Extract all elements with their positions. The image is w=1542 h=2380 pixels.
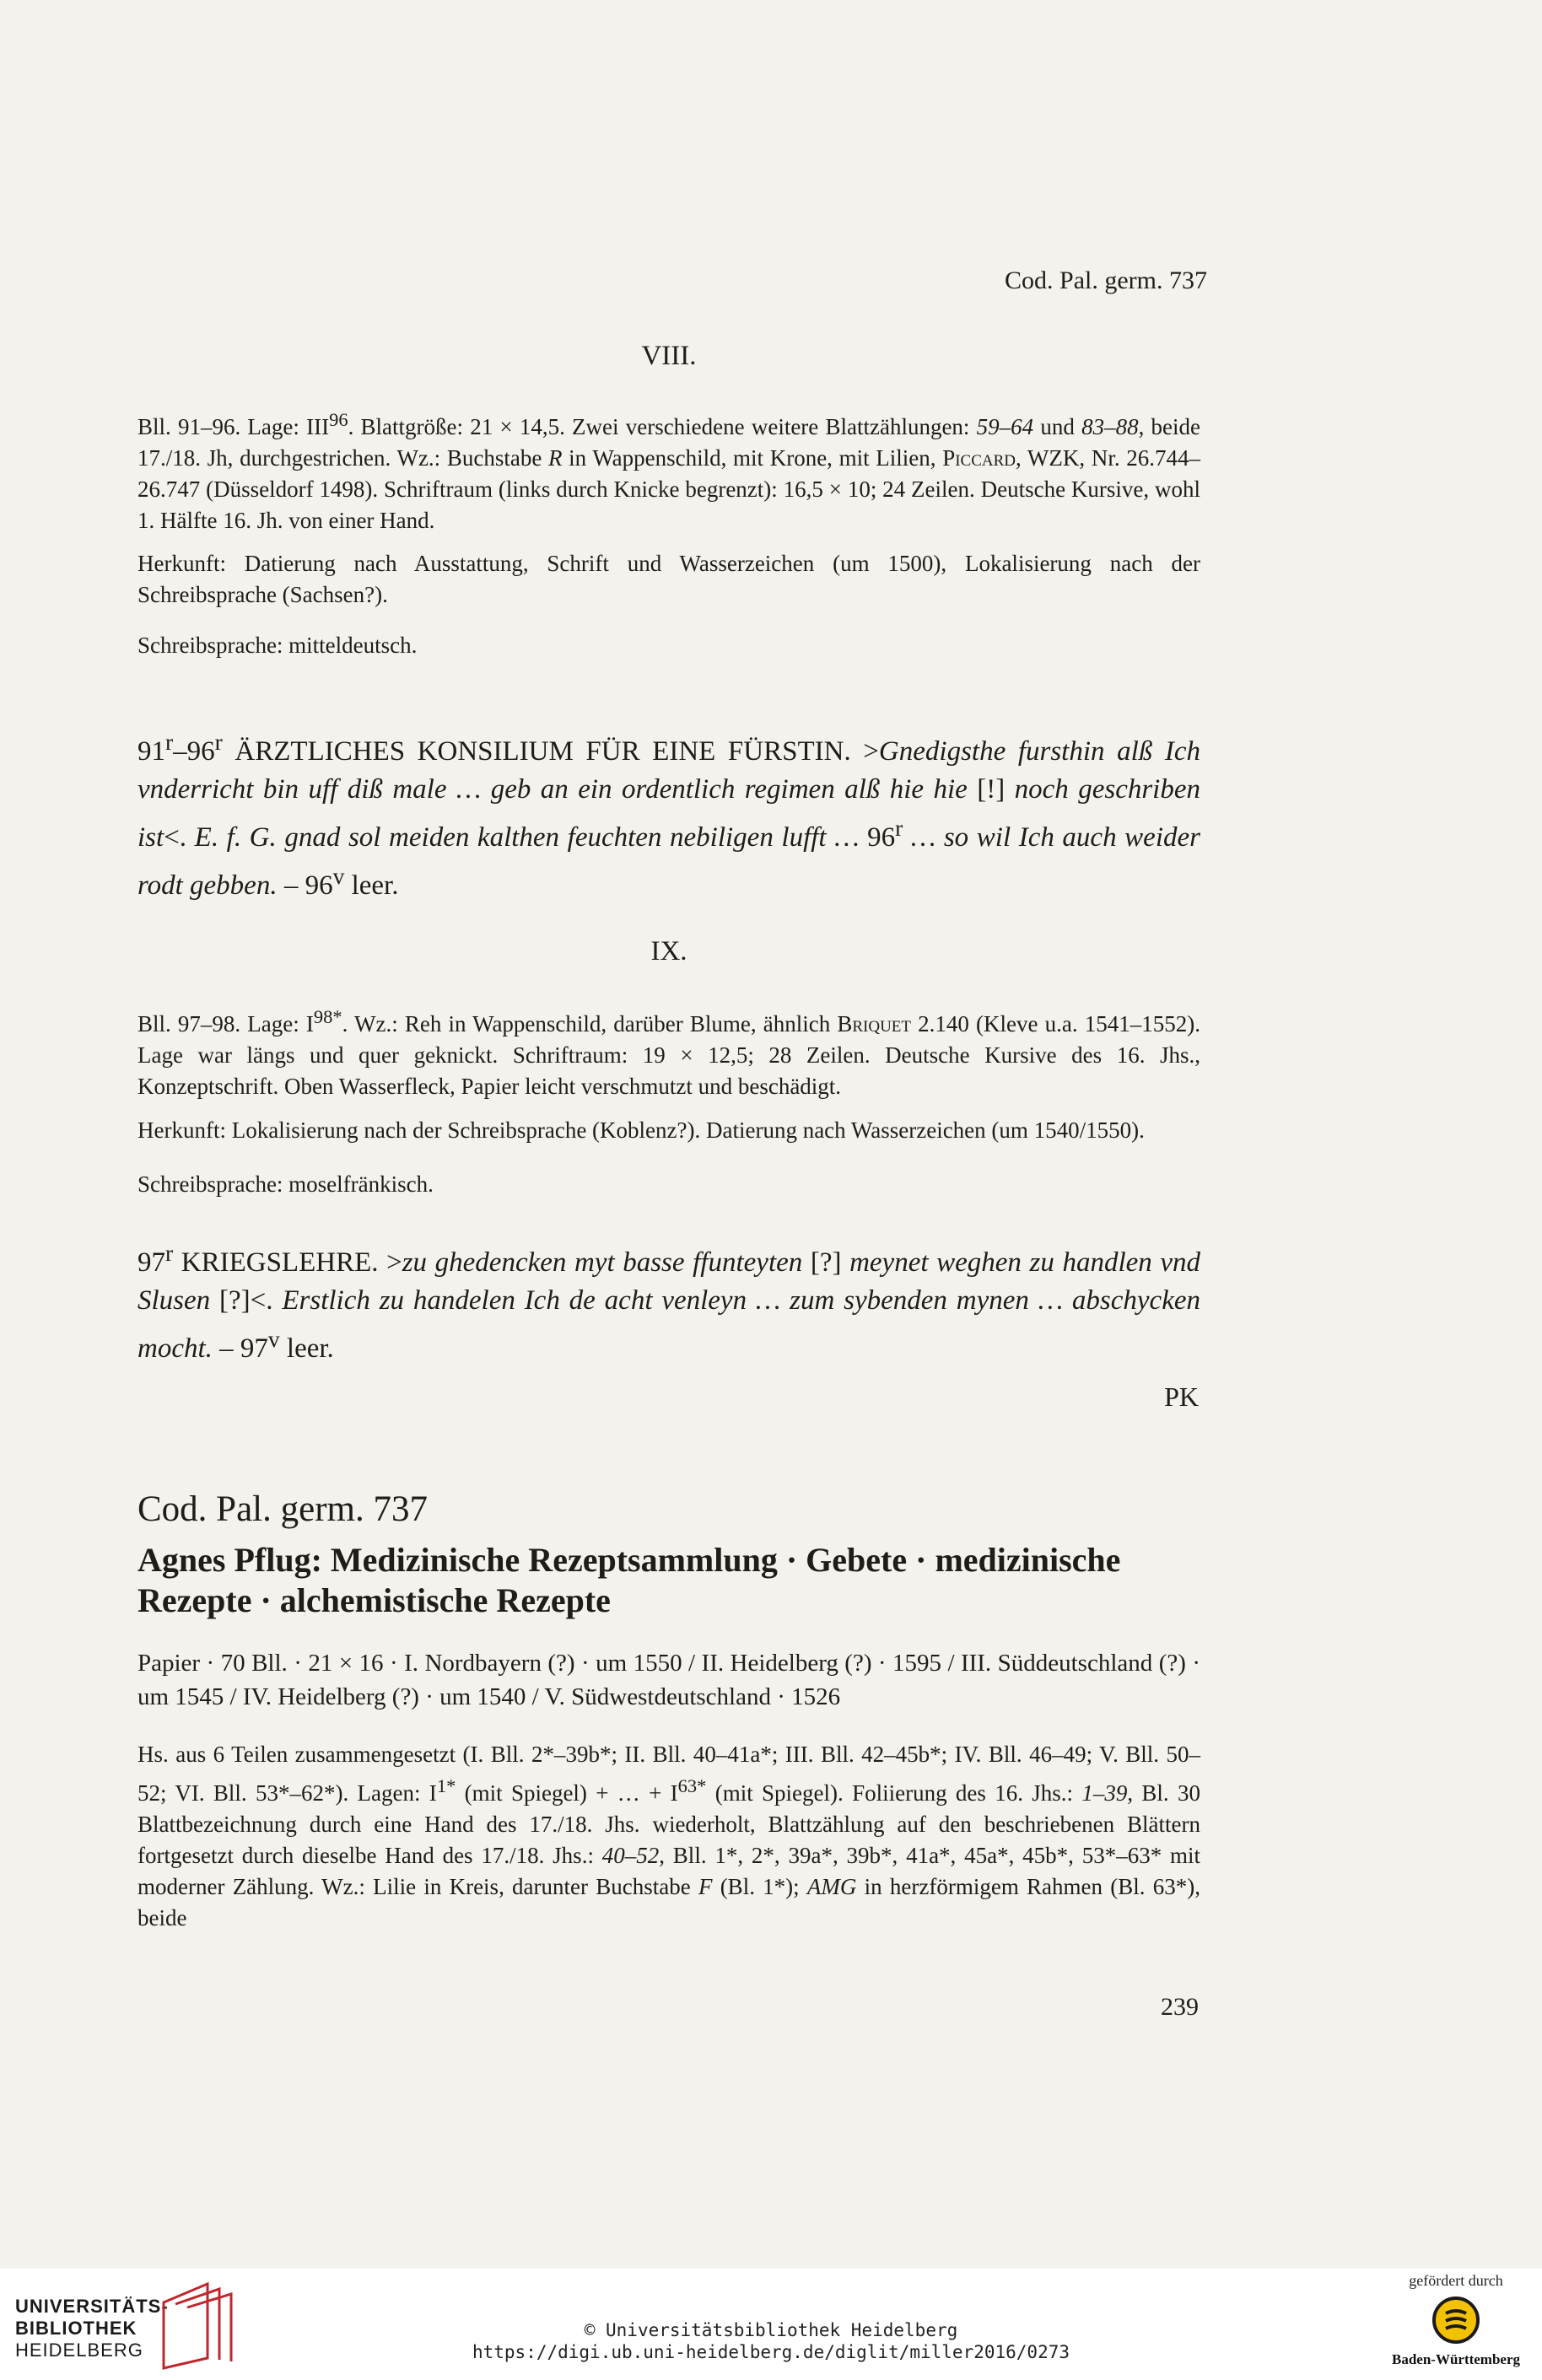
sponsor-name: Baden-Württemberg — [1391, 2351, 1521, 2367]
section-ix-entry: 97$^r$ KRIEGSLEHRE. >zu ghedencken myt basse ffunteyten [?] meynet weghen zu handlen vnd Slusen [?]<. Erstlich zu handelen Ich de acht venleyn … zum sybenden mynen … abschycken mocht. – 97$^v$ leer. — [137, 1240, 1200, 1364]
sponsor-block[interactable] — [1388, 2272, 1523, 2368]
codex-summary: Papier · 70 Bll. · 21 × 16 · I. Nordbayern (?) · um 1550 / II. Heidelberg (?) · 1595 / III. Süddeutschland (?) · um 1545 / IV. Heidelberg (?) · um 1540 / V. Südwestdeutschland · 1526 — [137, 1650, 1200, 1710]
copyright-notice: © Universitätsbibliothek Heidelberg — [584, 2320, 958, 2340]
sponsor-label: gefördert durch — [1409, 2272, 1503, 2289]
logo-line-1: UNIVERSITÄTS- — [15, 2296, 169, 2317]
section-viii-herkunft: Herkunft: Datierung nach Ausstattung, Schrift und Wasserzeichen (um 1500), Lokalisierung nach der Schreibsprache (Sachsen?). — [137, 551, 1200, 607]
section-ix-schreibsprache: Schreibsprache: moselfränkisch. — [137, 1171, 434, 1197]
section-ix-numeral: IX. — [650, 936, 687, 967]
running-head: Cod. Pal. germ. 737 — [1005, 267, 1207, 294]
codex-description: Hs. aus 6 Teilen zusammengesetzt (I. Bll. 2*–39b*; II. Bll. 40–41a*; III. Bll. 42–45b*; IV. Bll. 46–49; V. Bll. 50–52; VI. Bll. 53*–62*). Lagen: $I^{1*}$ (mit Spiegel) + … + $I^{63*}$ (mit Spiegel). Foliierung des 16. Jhs.: 1–39, Bl. 30 Blattbezeichnung durch eine Hand des 17./18. Jhs. wiederholt, Blattzählung auf den beschriebenen Blättern fortgesetzt durch dieselbe Hand des 17./18. Jhs.: 40–52, Bll. 1*, 2*, 39a*, 39b*, 41a*, 45a*, 45b*, 53*–63* mit moderner Zählung. Wz.: Lilie in Kreis, darunter Buchstabe F (Bl. 1*); AMG in herzförmigem Rahmen (Bl. 63*), beide — [137, 1742, 1201, 1930]
logo-line-2: BIBLIOTHEK — [15, 2318, 137, 2339]
author-signature: PK — [1164, 1381, 1199, 1412]
permalink-url[interactable]: https://digi.ub.uni-heidelberg.de/diglit/miller2016/0273 — [472, 2342, 1070, 2362]
logo-line-3: HEIDELBERG — [15, 2340, 143, 2361]
page-number: 239 — [1161, 1993, 1199, 2021]
section-viii-entry: 91$^r$–96$^r$ ÄRZTLICHES KONSILIUM FÜR EINE FÜRSTIN. >Gnedigsthe fursthin alß Ich vnderricht bin uff diß male … geb an ein ordentlich regimen alß hie hie [!] noch geschriben ist<. E. f. G. gnad sol meiden kalthen feuchten nebiligen lufft … 96$^r$ … so wil Ich auch weider rodt gebben. – 96$^v$ leer. — [137, 729, 1200, 901]
section-viii-description: Bll. 91–96. Lage: III$^{96}$. Blattgröße: 21 × 14,5. Zwei verschiedene weitere Blattzählungen: 59–64 und 83–88, beide 17./18. Jh, durchgestrichen. Wz.: Buchstabe R in Wappenschild, mit Krone, mit Lilien, Piccard, WZK, Nr. 26.744–26.747 (Düsseldorf 1498). Schriftraum (links durch Knicke begrenzt): 16,5 × 10; 24 Zeilen. Deutsche Kursive, wohl 1. Hälfte 16. Jh. von einer Hand. — [137, 409, 1201, 533]
section-ix-description: Bll. 97–98. Lage: $I^{98*}$. Wz.: Reh in Wappenschild, darüber Blume, ähnlich Briquet 2.140 (Kleve u.a. 1541–1552). Lage war längs und quer geknickt. Schriftraum: 19 × 12,5; 28 Zeilen. Deutsche Kursive des 16. Jhs., Konzeptschrift. Oben Wasserfleck, Papier leicht verschmutzt und beschädigt. — [137, 1006, 1200, 1099]
section-ix-herkunft: Herkunft: Lokalisierung nach der Schreibsprache (Koblenz?). Datierung nach Wasserzeichen (um 1540/1550). — [137, 1117, 1145, 1143]
codex-title: Agnes Pflug: Medizinische Rezeptsammlung · Gebete · medizinische Rezepte · alchemistische Rezepte — [137, 1541, 1121, 1619]
section-viii-numeral: VIII. — [641, 341, 697, 371]
state-seal-icon — [1429, 2293, 1483, 2347]
section-viii-schreibsprache: Schreibsprache: mitteldeutsch. — [137, 633, 418, 658]
codex-label: Cod. Pal. germ. 737 — [137, 1489, 428, 1529]
